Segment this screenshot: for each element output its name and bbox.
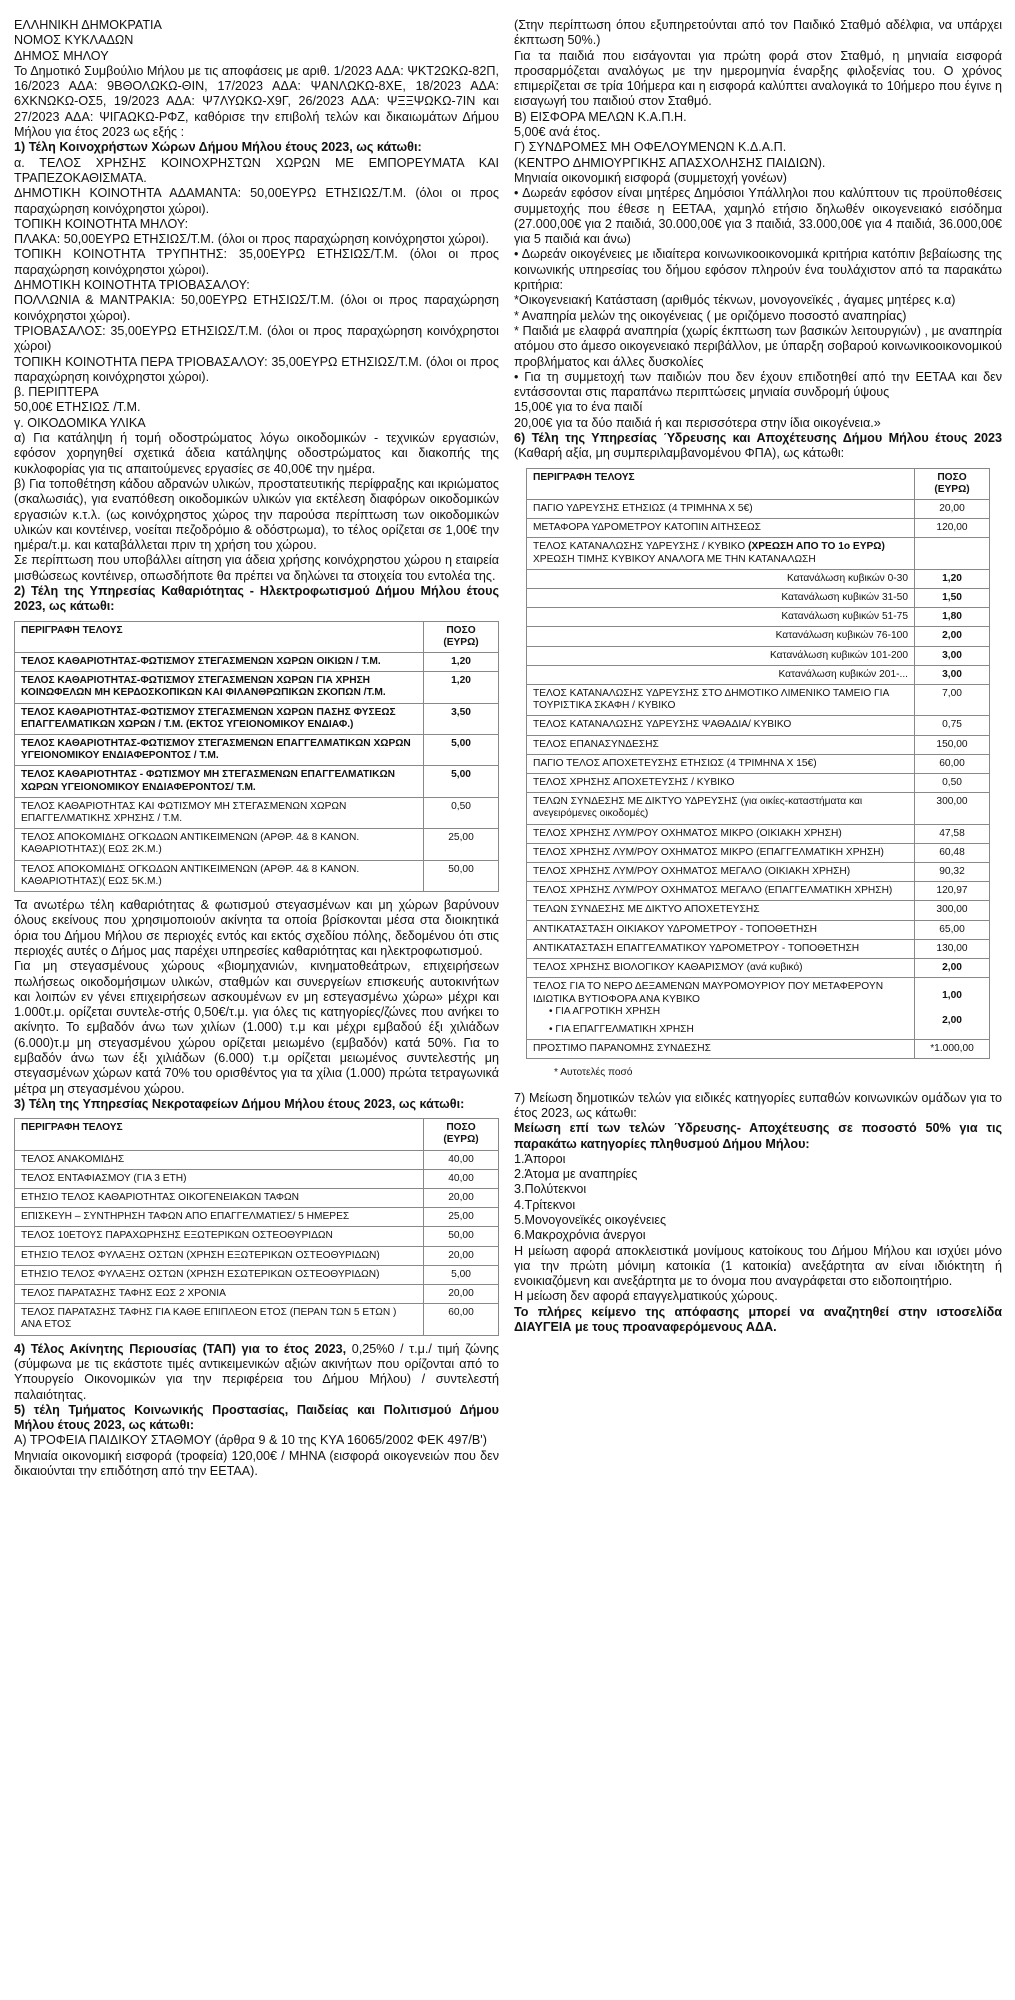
- row-amount: 120,00: [915, 519, 990, 538]
- table-row: [15, 1304, 499, 1335]
- kdap-subheading: (ΚΕΝΤΡΟ ΔΗΜΙΟΥΡΓΙΚΗΣ ΑΠΑΣΧΟΛΗΣΗΣ ΠΑΙΔΙΩΝ).: [514, 155, 826, 170]
- table-row: [527, 901, 990, 920]
- row-description: ΠΑΓΙΟ ΤΕΛΟΣ ΑΠΟΧΕΤΕΥΣΗΣ ΕΤΗΣΙΩΣ (4 ΤΡΙΜΗΝΑ Χ 15€): [527, 754, 915, 773]
- row-description: ΤΕΛΟΣ ΑΠΟΚΟΜΙΔΗΣ ΟΓΚΩΔΩΝ ΑΝΤΙΚΕΙΜΕΝΩΝ (ΑΡΘΡ. 4& 8 ΚΑΝΟΝ. ΚΑΘΑΡΙΟΤΗΤΑΣ)( ΕΩΣ 2Κ.Μ.): [15, 829, 424, 860]
- road-occupation-paragraph: α) Για κατάληψη ή τομή οδοστρώματος λόγω οικοδομικών - τεχνικών εργασιών, εφόσον χορηγηθεί σχετικά άδεια κατάληψης οδοστρώματος και διακοπής της κυκλοφορίας για τις απαιτούμενες εργασίες σε 40,00€ την ημέρα.: [14, 431, 499, 476]
- consumption-label: ΤΕΛΟΣ ΚΑΤΑΝΑΛΩΣΗΣ ΥΔΡΕΥΣΗΣ / ΚΥΒΙΚΟ: [533, 541, 749, 553]
- row-description: ΤΕΛΟΣ ΧΡΗΣΗΣ ΛΥΜ/ΡΟΥ ΟΧΗΜΑΤΟΣ ΜΕΓΑΛΟ (ΟΙΚΙΑΚΗ ΧΡΗΣΗ): [527, 863, 915, 882]
- criterion-disability: * Αναπηρία μελών της οικογένειας ( με οριζόμενο ποσοστό αναπηρίας): [514, 308, 907, 323]
- row-amount: 5,00: [424, 1265, 499, 1284]
- row-amount: [915, 538, 990, 569]
- table-row: [527, 1040, 990, 1059]
- criterion-children-disability: * Παιδιά με ελαφρά αναπηρία (χωρίς έκπτωση των βασικών λειτουργιών) , με αναπηρία ατόμου στο άμεσο οικογενειακό περιβάλλον, με ύπαρξη σοβαρού κοινωνικοοικονομικού προβλήματος και άλλες δυσκολίες: [514, 323, 1002, 369]
- category-item: 5.Μονογονεϊκές οικογένειες: [514, 1212, 667, 1227]
- category-item: 6.Μακροχρόνια άνεργοι: [514, 1228, 646, 1243]
- table-row: [527, 774, 990, 793]
- row-amount: *1.000,00: [915, 1040, 990, 1059]
- pera-triovasalos-fee: ΤΟΠΙΚΗ ΚΟΙΝΟΤΗΤΑ ΠΕΡΑ ΤΡΙΟΒΑΣΑΛΟΥ: 35,00ΕΥΡΩ ΕΤΗΣΙΩΣ/Τ.Μ. (όλοι οι προς παραχώρηση κοινόχρηστοι χώροι).: [14, 354, 499, 384]
- row-description: ΤΕΛΟΣ ΚΑΤΑΝΑΛΩΣΗΣ ΥΔΡΕΥΣΗΣ ΨΑΘΑΔΙΑ/ ΚΥΒΙΚΟ: [527, 716, 915, 735]
- category-item: 2.Άτομα με αναπηρίες: [514, 1167, 638, 1182]
- row-description: ΤΕΛΟΣ ΕΝΤΑΦΙΑΣΜΟΥ (ΓΙΑ 3 ΕΤΗ): [15, 1169, 424, 1188]
- cleaning-explanation-paragraph: Τα ανωτέρω τέλη καθαριότητας & φωτισμού στεγασμένων και μη χώρων βαρύνουν όλους εκείνους που χρησιμοποιούν ακίνητα τα οποία βρίσκονται μέσα στα διοικητικά όρια του Δήμου Μήλου σε περιοχές εντός και εκτός σχεδίου πόλης, δεδομένου ότι στις περιοχές αυτές ο Δήμος μας παρέχει υπηρεσίες καθαριότητας και ηλεκτροφωτισμού.: [14, 898, 499, 958]
- table-row: [15, 672, 499, 703]
- non-subsidized-bullet: • Για τη συμμετοχή των παιδιών που δεν έχουν επιδοτηθεί από την ΕΕΤΑΑ και δεν εντάσσονται στις παραπάνω περιπτώσεις μηνιαία συνδρομή ύψους: [514, 369, 1002, 400]
- table-row: [15, 860, 499, 891]
- row-description: ΤΕΛΟΣ ΚΑΘΑΡΙΟΤΗΤΑΣ ΚΑΙ ΦΩΤΙΣΜΟΥ ΜΗ ΣΤΕΓΑΣΜΕΝΩΝ ΧΩΡΩΝ ΕΠΑΓΓΕΛΜΑΤΙΚΗΣ ΧΡΗΣΗΣ / Τ.Μ.: [15, 797, 424, 828]
- table-row: [15, 1246, 499, 1265]
- reduction-scope-paragraph: Η μείωση αφορά αποκλειστικά μονίμους κατοίκους του Δήμου Μήλου και ισχύει μόνο για την πρώτη μόνιμη κατοικία (1 κατοικία) ανεξάρτητα αν είναι ιδιόκτητη ή ενοικιαζόμενη και ανεξάρτητα με το όνομα που αναγράφεται στο ειδοποιητήριο.: [514, 1243, 1002, 1289]
- kapi-heading: Β) ΕΙΣΦΟΡΑ ΜΕΛΩΝ Κ.Α.Π.Η.: [514, 109, 687, 124]
- row-amount: 20,00: [424, 1189, 499, 1208]
- table-row: [527, 519, 990, 538]
- row-amount: 5,00: [424, 735, 499, 766]
- tier-amount: 3,00: [915, 665, 990, 684]
- row-amount: 1,20: [424, 652, 499, 671]
- row-amount: 0,50: [915, 774, 990, 793]
- row-description: ΤΕΛΩΝ ΣΥΝΔΕΣΗΣ ΜΕ ΔΙΚΤΥΟ ΥΔΡΕΥΣΗΣ (για οικίες-καταστήματα και ανεγειρόμενες οικοδομές): [527, 793, 915, 824]
- row-amount: 300,00: [915, 793, 990, 824]
- cemetery-fees-table: [14, 1118, 499, 1335]
- row-amount: 60,00: [424, 1304, 499, 1335]
- cleaning-fees-table: [14, 621, 499, 892]
- table-row: [527, 754, 990, 773]
- table-row: [15, 652, 499, 671]
- row-description: ΤΕΛΟΣ ΚΑΘΑΡΙΟΤΗΤΑΣ - ΦΩΤΙΣΜΟΥ ΜΗ ΣΤΕΓΑΣΜΕΝΩΝ ΕΠΑΓΓΕΛΜΑΤΙΚΩΝ ΧΩΡΩΝ ΥΓΕΙΟΝΟΜΙΚΟΥ ΕΝΔΙΑΦΕΡΟΝΤΟΣ/ Τ.Μ.: [15, 766, 424, 797]
- skip-placement-paragraph: β) Για τοποθέτηση κάδου αδρανών υλικών, προστατευτικής περίφραξης και ικριώματος (σκαλωσιάς), για εναπόθεση οικοδομικών υλικών για εκτέλεση διαφόρων οικοδομικών εργασιών κ.τ.λ. (ως κοινόχρηστος χώρος την παρούσα περίπτωση των οικοδομικών υλικών και κοντέινερ, νοείται πεζοδρόμιο & οδόστρωμα), το τέλος ορίζεται σε 1,00€ την ημέρα/τ.μ. και καταβάλλεται πριν τη χρήση του χώρου.: [14, 476, 499, 553]
- section-4-text: 0,25%0 / τ.μ./ τιμή ζώνης (σύμφωνα με τις εκάστοτε τιμές αντικειμενικών αξιών ακινήτων που ορίζονται από το Υπουργείο Οικονομικών για την περιφέρεια του Δήμου Μήλου) / συντελεστή παλαιότητας.: [14, 1341, 499, 1402]
- section-7-heading: 7) Μείωση δημοτικών τελών για ειδικές κατηγορίες ευπαθών κοινωνικών ομάδων για το έτος 2023, ως κάτωθι:: [514, 1090, 1002, 1120]
- category-item: 3.Πολύτεκνοι: [514, 1182, 587, 1197]
- row-amount: 25,00: [424, 1208, 499, 1227]
- triovasalos-fee: ΤΡΙΟΒΑΣΑΛΟΣ: 35,00ΕΥΡΩ ΕΤΗΣΙΩΣ/Τ.Μ. (όλοι οι προς παραχώρηση κοινόχρηστοι χώροι): [14, 323, 499, 354]
- tier-amount: 2,00: [915, 627, 990, 646]
- intro-paragraph: Το Δημοτικό Συμβούλιο Μήλου με τις αποφάσεις με αριθ. 1/2023 ΑΔΑ: ΨΚΤ2ΩΚΩ-82Π, 16/2023 ΑΔΑ: 9ΒΘΟΛΩΚΩ-ΘΙΝ, 17/2023 ΑΔΑ: ΨΑΝΛΩΚΩ-8ΧΕ, 18/2023 ΑΔΑ: 6ΧΚΝΩΚΩ-ΟΣ5, 19/2023 ΑΔΑ: Ψ7ΛΥΩΚΩ-Χ9Γ, 26/2023 ΑΔΑ: ΨΞΞΨΩΚΩ-7ΙΝ και 27/2023 ΑΔΑ: ΨΙΓΑΩΚΩ-ΡΦΖ, καθόρισε την επιβολή τελών και δικαιωμάτων Δήμου Μήλου για έτος 2023 ως εξής :: [14, 63, 499, 140]
- reduction-exclusion: Η μείωση δεν αφορά επαγγελματικούς χώρους.: [514, 1289, 778, 1304]
- adamas-fee: ΔΗΜΟΤΙΚΗ ΚΟΙΝΟΤΗΤΑ ΑΔΑΜΑΝΤΑ: 50,00ΕΥΡΩ ΕΤΗΣΙΩΣ/Τ.Μ. (όλοι οι προς παραχώρηση κοινόχρηστοι χώροι).: [14, 186, 499, 216]
- free-social-criteria-bullet: • Δωρεάν οικογένειες με ιδιαίτερα κοινωνικοοικονομικά κριτήρια κατόπιν βεβαίωσης της κοινωνικής υπηρεσίας του δήμου εφόσον πληρούν ένα τουλάχιστον από τα παρακάτω κριτήρια:: [514, 247, 1002, 293]
- section-3-heading: 3) Τέλη της Υπηρεσίας Νεκροταφείων Δήμου Μήλου έτους 2023, ως κάτωθι:: [14, 1096, 465, 1111]
- row-description: ΜΕΤΑΦΟΡΑ ΥΔΡΟΜΕΤΡΟΥ ΚΑΤΟΠΙΝ ΑΙΤΗΣΕΩΣ: [527, 519, 915, 538]
- section-4-paragraph: [14, 1342, 499, 1403]
- kiosks-heading: β. ΠΕΡΙΠΤΕΡΑ: [14, 385, 99, 400]
- row-amount: 20,00: [424, 1285, 499, 1304]
- row-amount: 40,00: [424, 1150, 499, 1169]
- table-row: [15, 797, 499, 828]
- row-amount: 90,32: [915, 863, 990, 882]
- row-description: ΤΕΛΟΣ ΕΠΑΝΑΣΥΝΔΕΣΗΣ: [527, 735, 915, 754]
- row-amount: 0,75: [915, 716, 990, 735]
- tank-water-label: ΤΕΛΟΣ ΓΙΑ ΤΟ ΝΕΡΟ ΔΕΞΑΜΕΝΩΝ ΜΑΥΡΟΜΟΥΡΙΟΥ ΠΟΥ ΜΕΤΑΦΕΡΟΥΝ ΙΔΙΩΤΙΚΑ ΒΥΤΙΟΦΟΡΑ ΑΝΑ ΚΥΒΙΚΟ: [533, 981, 884, 1005]
- professional-use-bullet: • ΓΙΑ ΕΠΑΓΓΕΛΜΑΤΙΚΗ ΧΡΗΣΗ: [549, 1023, 694, 1035]
- agricultural-use-bullet: • ΓΙΑ ΑΓΡΟΤΙΚΗ ΧΡΗΣΗ: [549, 1005, 661, 1017]
- row-amount: 50,00: [424, 860, 499, 891]
- section-1-heading: 1) Τέλη Κοινοχρήστων Χώρων Δήμου Μήλου έτους 2023, ως κάτωθι:: [14, 140, 422, 155]
- row-description: ΤΕΛΟΣ ΠΑΡΑΤΑΣΗΣ ΤΑΦΗΣ ΕΩΣ 2 ΧΡΟΝΙΑ: [15, 1285, 424, 1304]
- column-header-description: ΠΕΡΙΓΡΑΦΗ ΤΕΛΟΥΣ: [15, 1119, 424, 1150]
- table-row: [15, 703, 499, 734]
- row-description: ΕΠΙΣΚΕΥΗ – ΣΥΝΤΗΡΗΣΗ ΤΑΦΩΝ ΑΠΟ ΕΠΑΓΓΕΛΜΑΤΙΕΣ/ 5 ΗΜΕΡΕΣ: [15, 1208, 424, 1227]
- header-line-2: ΝΟΜΟΣ ΚΥΚΛΑΔΩΝ: [14, 33, 134, 48]
- trypiti-fee: ΤΟΠΙΚΗ ΚΟΙΝΟΤΗΤΑ ΤΡΥΠΗΤΗΣ: 35,00ΕΥΡΩ ΕΤΗΣΙΩΣ/Τ.Μ. (όλοι οι προς παραχώρηση κοινόχρηστοι χώροι).: [14, 247, 499, 277]
- row-description: ΤΕΛΟΣ ΑΝΑΚΟΜΙΔΗΣ: [15, 1150, 424, 1169]
- monthly-contribution-label: Μηνιαία οικονομική εισφορά (συμμετοχή γονέων): [514, 170, 787, 185]
- row-amount: 50,00: [424, 1227, 499, 1246]
- row-description: [527, 978, 915, 1040]
- kdap-heading: Γ) ΣΥΝΔΡΟΜΕΣ ΜΗ ΟΦΕΛΟΥΜΕΝΩΝ Κ.Δ.Α.Π.: [514, 140, 787, 155]
- row-description: ΕΤΗΣΙΟ ΤΕΛΟΣ ΚΑΘΑΡΙΟΤΗΤΑΣ ΟΙΚΟΓΕΝΕΙΑΚΩΝ ΤΑΦΩΝ: [15, 1189, 424, 1208]
- unroofed-areas-paragraph: Για μη στεγασμένους χώρους «βιομηχανιών, κινηματοθεάτρων, επιχειρήσεων πωλήσεως οικοδομήσιμων υλικών, σταθμών και συνεργείων επισκευής αυτοκινήτων και λοιπών εν γένει επιχειρήσεων ασκουμένων εν μη εστεγασμένω χώρω» μέχρι και 1.000τ.μ. ορίζεται συντελε-στής 0,50€/τ.μ. για όλες τις κατηγορίες/ζώνες που ανήκει το ακίνητο. Το εμβαδόν άνω των χιλίων (1.000) τ.μ και μέχρι εμβαδού έξι χιλιάδων (6.000)τ.μ μη στεγασμένου χώρου ορίζεται μειωμένο (εμβαδόν) κατά 50%. Για το εμβαδόν άνω των έξι χιλιάδων (6.000) τ.μ ορίζεται μειωμένος συντελεστής μη στεγασμένων χώρων κατά 70% του ορισθέντος για τα χίλια (1.000) πρώτα τετραγωνικά μέτρα μη στεγασμένου χώρου.: [14, 959, 499, 1096]
- one-child-fee: 15,00€ για το ένα παιδί: [514, 400, 643, 415]
- section-5-heading: 5) τέλη Τμήματος Κοινωνικής Προστασίας, Παιδείας και Πολιτισμού Δήμου Μήλου έτους 2023, ως κάτωθι:: [14, 1402, 499, 1433]
- row-amount: 40,00: [424, 1169, 499, 1188]
- header-line-1: ΕΛΛΗΝΙΚΗ ΔΗΜΟΚΡΑΤΙΑ: [14, 18, 162, 32]
- tier-row: [527, 646, 990, 665]
- nursery-fees-heading: Α) ΤΡΟΦΕΙΑ ΠΑΙΔΙΚΟΥ ΣΤΑΘΜΟΥ (άρθρα 9 & 10 της ΚΥΑ 16065/2002 ΦΕΚ 497/Β'): [14, 1433, 487, 1448]
- diavgeia-note: Το πλήρες κείμενο της απόφασης μπορεί να αναζητηθεί στην ιστοσελίδα ΔΙΑΥΓΕΙΑ με τους προαναφερόμενους ΑΔΑ.: [514, 1304, 1002, 1335]
- tier-row: [527, 569, 990, 588]
- section-6-text: (Καθαρή αξία, μη συμπεριλαμβανομένου ΦΠΑ), ως κάτωθι:: [514, 446, 845, 461]
- professional-use-amount: 2,00: [942, 1014, 962, 1026]
- tier-row: [527, 589, 990, 608]
- section-2-heading: 2) Τέλη της Υπηρεσίας Καθαριότητας - Ηλεκτροφωτισμού Δήμου Μήλου έτους 2023, ως κάτωθι:: [14, 583, 499, 614]
- row-amount: 3,50: [424, 703, 499, 734]
- table-row: [527, 685, 990, 716]
- row-description: ΑΝΤΙΚΑΤΑΣΤΑΣΗ ΕΠΑΓΓΕΛΜΑΤΙΚΟΥ ΥΔΡΟΜΕΤΡΟΥ - ΤΟΠΟΘΕΤΗΣΗ: [527, 939, 915, 958]
- agricultural-use-amount: 1,00: [942, 990, 962, 1002]
- row-description: ΤΕΛΟΣ ΚΑΘΑΡΙΟΤΗΤΑΣ-ΦΩΤΙΣΜΟΥ ΣΤΕΓΑΣΜΕΝΩΝ ΧΩΡΩΝ ΠΑΣΗΣ ΦΥΣΕΩΣ ΕΠΑΓΓΕΛΜΑΤΙΚΩΝ ΧΩΡΩΝ / Τ.Μ. (ΕΚΤΟΣ ΥΓΕΙΟΝΟΜΙΚΟΥ ΕΝΔΙΑΦ.): [15, 703, 424, 734]
- table-row: [15, 829, 499, 860]
- table-row: [527, 538, 990, 569]
- criterion-family-status: *Οικογενειακή Κατάσταση (αριθμός τέκνων, μονογονεϊκές , άγαμες μητέρες κ.α): [514, 293, 956, 308]
- row-amount: 20,00: [915, 500, 990, 519]
- row-amount: 25,00: [424, 829, 499, 860]
- row-amount: 5,00: [424, 766, 499, 797]
- plaka-fee: ΠΛΑΚΑ: 50,00ΕΥΡΩ ΕΤΗΣΙΩΣ/Τ.Μ. (όλοι οι προς παραχώρηση κοινόχρηστοι χώροι).: [14, 232, 489, 247]
- row-description: ΤΕΛΟΣ ΚΑΤΑΝΑΛΩΣΗΣ ΥΔΡΕΥΣΗΣ ΣΤΟ ΔΗΜΟΤΙΚΟ ΛΙΜΕΝΙΚΟ ΤΑΜΕΙΟ ΓΙΑ ΤΟΥΡΙΣΤΙΚΑ ΣΚΑΦΗ / ΚΥΒΙΚΟ: [527, 685, 915, 716]
- table-row: [527, 978, 990, 1040]
- row-description: ΤΕΛΩΝ ΣΥΝΔΕΣΗΣ ΜΕ ΔΙΚΤΥΟ ΑΠΟΧΕΤΕΥΣΗΣ: [527, 901, 915, 920]
- right-column: [514, 18, 1002, 1335]
- row-amount: 65,00: [915, 920, 990, 939]
- category-item: 4.Τρίτεκνοι: [514, 1197, 576, 1212]
- section-6-paragraph: [514, 431, 1002, 462]
- table-header-row: [15, 621, 499, 652]
- row-amount: 150,00: [915, 735, 990, 754]
- row-amount: 300,00: [915, 901, 990, 920]
- tier-row: [527, 627, 990, 646]
- row-description: ΠΑΓΙΟ ΥΔΡΕΥΣΗΣ ΕΤΗΣΙΩΣ (4 ΤΡΙΜΗΝΑ Χ 5€): [527, 500, 915, 519]
- row-description: ΤΕΛΟΣ ΚΑΘΑΡΙΟΤΗΤΑΣ-ΦΩΤΙΣΜΟΥ ΣΤΕΓΑΣΜΕΝΩΝ ΧΩΡΩΝ ΟΙΚΙΩΝ / Τ.Μ.: [15, 652, 424, 671]
- row-amount: 20,00: [424, 1246, 499, 1265]
- tier-description: Κατανάλωση κυβικών 51-75: [527, 608, 915, 627]
- building-materials-heading: γ. ΟΙΚΟΔΟΜΙΚΑ ΥΛΙΚΑ: [14, 415, 146, 430]
- row-description: [527, 538, 915, 569]
- tier-description: Κατανάλωση κυβικών 0-30: [527, 569, 915, 588]
- row-amount: 1,20: [424, 672, 499, 703]
- table-row: [15, 1227, 499, 1246]
- table-row: [527, 793, 990, 824]
- table-row: [527, 959, 990, 978]
- kapi-fee: 5,00€ ανά έτος.: [514, 125, 601, 140]
- column-header-amount: ΠΟΣΟ (ΕΥΡΩ): [424, 1119, 499, 1150]
- row-description: ΤΕΛΟΣ ΧΡΗΣΗΣ ΛΥΜ/ΡΟΥ ΟΧΗΜΑΤΟΣ ΜΕΓΑΛΟ (ΕΠΑΓΓΕΛΜΑΤΙΚΗ ΧΡΗΣΗ): [527, 882, 915, 901]
- pollonia-fee: ΠΟΛΛΩΝΙΑ & ΜΑΝΤΡΑΚΙΑ: 50,00ΕΥΡΩ ΕΤΗΣΙΩΣ/Τ.Μ. (όλοι οι προς παραχώρηση κοινόχρηστοι χώροι).: [14, 293, 499, 323]
- row-description: ΑΝΤΙΚΑΤΑΣΤΑΣΗ ΟΙΚΙΑΚΟΥ ΥΔΡΟΜΕΤΡΟΥ - ΤΟΠΟΘΕΤΗΣΗ: [527, 920, 915, 939]
- nursery-fees-text: Μηνιαία οικονομική εισφορά (τροφεία) 120,00€ / ΜΗΝΑ (εισφορά οικογενειών που δεν δικαιούνται την επιδότηση από την ΕΕΤΑΑ).: [14, 1448, 499, 1478]
- first-entry-paragraph: Για τα παιδιά που εισάγονται για πρώτη φορά στον Σταθμό, η μηνιαία εισφορά προσαρμόζεται αναλόγως με την ημερομηνία έναρξης φιλοξενίας του. Ο χρόνος επιμερίζεται σε τρία 10ήμερα και η εισφορά καλύπτει αναλογικά το 10ήμερο που έγινε η εισαγωγή του παιδιού στον Σταθμό.: [514, 48, 1002, 109]
- section-4-heading: 4) Τέλος Ακίνητης Περιουσίας (ΤΑΠ) για το έτος 2023,: [14, 1341, 347, 1356]
- table-row: [527, 939, 990, 958]
- row-description: ΕΤΗΣΙΟ ΤΕΛΟΣ ΦΥΛΑΞΗΣ ΟΣΤΩΝ (ΧΡΗΣΗ ΕΞΩΤΕΡΙΚΩΝ ΟΣΤΕΟΘΥΡΙΔΩΝ): [15, 1246, 424, 1265]
- table-row: [15, 1150, 499, 1169]
- table-row: [15, 1189, 499, 1208]
- row-description: ΠΡΟΣΤΙΜΟ ΠΑΡΑΝΟΜΗΣ ΣΥΝΔΕΣΗΣ: [527, 1040, 915, 1059]
- table-row: [527, 500, 990, 519]
- water-fees-table: [526, 468, 990, 1060]
- row-amount: 60,48: [915, 843, 990, 862]
- table-row: [15, 1169, 499, 1188]
- row-description: ΤΕΛΟΣ ΧΡΗΣΗΣ ΑΠΟΧΕΤΕΥΣΗΣ / ΚΥΒΙΚΟ: [527, 774, 915, 793]
- table-row: [15, 766, 499, 797]
- table-row: [527, 735, 990, 754]
- container-company-paragraph: Σε περίπτωση που υποβάλλει αίτηση για άδεια χρήσης κοινόχρηστου χώρου η εταιρεία μισθώσεως κοντέινερ, οπωσδήποτε θα πρέπει να δηλώνει τα στοιχεία του εντολέα της.: [14, 553, 499, 583]
- tier-description: Κατανάλωση κυβικών 76-100: [527, 627, 915, 646]
- tier-description: Κατανάλωση κυβικών 201-...: [527, 665, 915, 684]
- left-column: [14, 18, 499, 1479]
- tier-amount: 3,00: [915, 646, 990, 665]
- table-row: [15, 1285, 499, 1304]
- table-row: [15, 1208, 499, 1227]
- tier-amount: 1,80: [915, 608, 990, 627]
- section-6-heading: 6) Τέλη της Υπηρεσίας Ύδρευσης και Αποχέτευσης Δήμου Μήλου έτους 2023: [514, 431, 1002, 446]
- row-amount: 120,97: [915, 882, 990, 901]
- tier-amount: 1,50: [915, 589, 990, 608]
- row-amount: 7,00: [915, 685, 990, 716]
- table-row: [15, 1265, 499, 1284]
- column-header-description: ΠΕΡΙΓΡΑΦΗ ΤΕΛΟΥΣ: [15, 621, 424, 652]
- row-description: ΤΕΛΟΣ ΧΡΗΣΗΣ ΛΥΜ/ΡΟΥ ΟΧΗΜΑΤΟΣ ΜΙΚΡΟ (ΟΙΚΙΑΚΗ ΧΡΗΣΗ): [527, 824, 915, 843]
- section-1a: α. ΤΕΛΟΣ ΧΡΗΣΗΣ ΚΟΙΝΟΧΡΗΣΤΩΝ ΧΩΡΩΝ ΜΕ ΕΜΠΟΡΕΥΜΑΤΑ ΚΑΙ ΤΡΑΠΕΖΟΚΑΘΙΣΜΑΤΑ.: [14, 155, 499, 185]
- row-amount: 47,58: [915, 824, 990, 843]
- table-row: [527, 824, 990, 843]
- column-header-amount: ΠΟΣΟ (ΕΥΡΩ): [915, 468, 990, 499]
- category-item: 1.Άποροι: [514, 1151, 566, 1166]
- milos-community: ΤΟΠΙΚΗ ΚΟΙΝΟΤΗΤΑ ΜΗΛΟΥ:: [14, 216, 189, 231]
- row-description: ΤΕΛΟΣ 10ΕΤΟΥΣ ΠΑΡΑΧΩΡΗΣΗΣ ΕΞΩΤΕΡΙΚΩΝ ΟΣΤΕΟΘΥΡΙΔΩΝ: [15, 1227, 424, 1246]
- consumption-charge-note: (ΧΡΕΩΣΗ ΑΠΟ ΤΟ 1ο ΕΥΡΩ): [748, 541, 885, 553]
- row-amount: [915, 978, 990, 1040]
- footnote: * Αυτοτελές ποσό: [554, 1067, 633, 1079]
- row-description: ΤΕΛΟΣ ΧΡΗΣΗΣ ΒΙΟΛΟΓΙΚΟΥ ΚΑΘΑΡΙΣΜΟΥ (ανά κυβικό): [527, 959, 915, 978]
- row-description: ΤΕΛΟΣ ΚΑΘΑΡΙΟΤΗΤΑΣ-ΦΩΤΙΣΜΟΥ ΣΤΕΓΑΣΜΕΝΩΝ ΕΠΑΓΓΕΛΜΑΤΙΚΩΝ ΧΩΡΩΝ ΥΓΕΙΟΝΟΜΙΚΟΥ ΕΝΔΙΑΦΕΡΟΝΤΟΣ / Τ.Μ.: [15, 735, 424, 766]
- two-children-fee: 20,00€ για τα δύο παιδιά ή και περισσότερα στην ίδια οικογένεια.»: [514, 415, 881, 430]
- table-header-row: [527, 468, 990, 499]
- row-description: ΤΕΛΟΣ ΠΑΡΑΤΑΣΗΣ ΤΑΦΗΣ ΓΙΑ ΚΑΘΕ ΕΠΙΠΛΕΟΝ ΕΤΟΣ (ΠΕΡΑΝ ΤΩΝ 5 ΕΤΩΝ ) ΑΝΑ ΕΤΟΣ: [15, 1304, 424, 1335]
- tier-description: Κατανάλωση κυβικών 31-50: [527, 589, 915, 608]
- kiosks-fee: 50,00€ ΕΤΗΣΙΩΣ /Τ.Μ.: [14, 400, 141, 415]
- tier-amount: 1,20: [915, 569, 990, 588]
- tier-row: [527, 665, 990, 684]
- row-description: ΕΤΗΣΙΟ ΤΕΛΟΣ ΦΥΛΑΞΗΣ ΟΣΤΩΝ (ΧΡΗΣΗ ΕΣΩΤΕΡΙΚΩΝ ΟΣΤΕΟΘΥΡΙΔΩΝ): [15, 1265, 424, 1284]
- table-row: [527, 920, 990, 939]
- row-description: ΤΕΛΟΣ ΑΠΟΚΟΜΙΔΗΣ ΟΓΚΩΔΩΝ ΑΝΤΙΚΕΙΜΕΝΩΝ (ΑΡΘΡ. 4& 8 ΚΑΝΟΝ. ΚΑΘΑΡΙΟΤΗΤΑΣ)( ΕΩΣ 5Κ.Μ.): [15, 860, 424, 891]
- table-row: [527, 882, 990, 901]
- row-description: ΤΕΛΟΣ ΚΑΘΑΡΙΟΤΗΤΑΣ-ΦΩΤΙΣΜΟΥ ΣΤΕΓΑΣΜΕΝΩΝ ΧΩΡΩΝ ΓΙΑ ΧΡΗΣΗ ΚΟΙΝΩΦΕΛΩΝ ΜΗ ΚΕΡΔΟΣΚΟΠΙΚΩΝ ΚΑΙ ΦΙΛΑΝΘΡΩΠΙΚΩΝ ΣΚΟΠΩΝ /Τ.Μ.: [15, 672, 424, 703]
- table-row: [527, 843, 990, 862]
- tier-row: [527, 608, 990, 627]
- tier-description: Κατανάλωση κυβικών 101-200: [527, 646, 915, 665]
- free-civil-servants-bullet: • Δωρεάν εφόσον είναι μητέρες Δημόσιοι Υπάλληλοι που καλύπτουν τις προϋποθέσεις συμμετοχής που έθεσε η ΕΕΤΑΑ, χαμηλό ετήσιο δηλωθέν οικογενειακό εισόδημα (27.000,00€ για 2 παιδιά, 30.000,00€ για 3 παιδιά, 33.000,00€ για 4 παιδιά, 36.000,00€ για 5 παιδιά και άνω): [514, 186, 1002, 247]
- triovasalos-community: ΔΗΜΟΤΙΚΗ ΚΟΙΝΟΤΗΤΑ ΤΡΙΟΒΑΣΑΛΟΥ:: [14, 278, 250, 293]
- table-header-row: [15, 1119, 499, 1150]
- table-row: [527, 863, 990, 882]
- table-row: [527, 716, 990, 735]
- row-amount: 130,00: [915, 939, 990, 958]
- column-header-description: ΠΕΡΙΓΡΑΦΗ ΤΕΛΟΥΣ: [527, 468, 915, 499]
- column-header-amount: ΠΟΣΟ (ΕΥΡΩ): [424, 621, 499, 652]
- row-amount: 2,00: [915, 959, 990, 978]
- water-fees-table-wrap: [514, 468, 1002, 1060]
- table-row: [15, 735, 499, 766]
- siblings-discount: (Στην περίπτωση όπου εξυπηρετούνται από τον Παιδικό Σταθμό αδέλφια, να υπάρχει έκπτωση 50%.): [514, 18, 1002, 48]
- row-description: ΤΕΛΟΣ ΧΡΗΣΗΣ ΛΥΜ/ΡΟΥ ΟΧΗΜΑΤΟΣ ΜΙΚΡΟ (ΕΠΑΓΓΕΛΜΑΤΙΚΗ ΧΡΗΣΗ): [527, 843, 915, 862]
- header-line-3: ΔΗΜΟΣ ΜΗΛΟΥ: [14, 48, 109, 63]
- row-amount: 60,00: [915, 754, 990, 773]
- reduction-heading: Μείωση επί των τελών Ύδρευσης- Αποχέτευσης σε ποσοστό 50% για τις παρακάτω κατηγορίες πληθυσμού Δήμου Μήλου:: [514, 1121, 1002, 1151]
- row-amount: 0,50: [424, 797, 499, 828]
- consumption-price-note: ΧΡΕΩΣΗ ΤΙΜΗΣ ΚΥΒΙΚΟΥ ΑΝΑΛΟΓΑ ΜΕ ΤΗΝ ΚΑΤΑΝΑΛΩΣΗ: [533, 553, 816, 565]
